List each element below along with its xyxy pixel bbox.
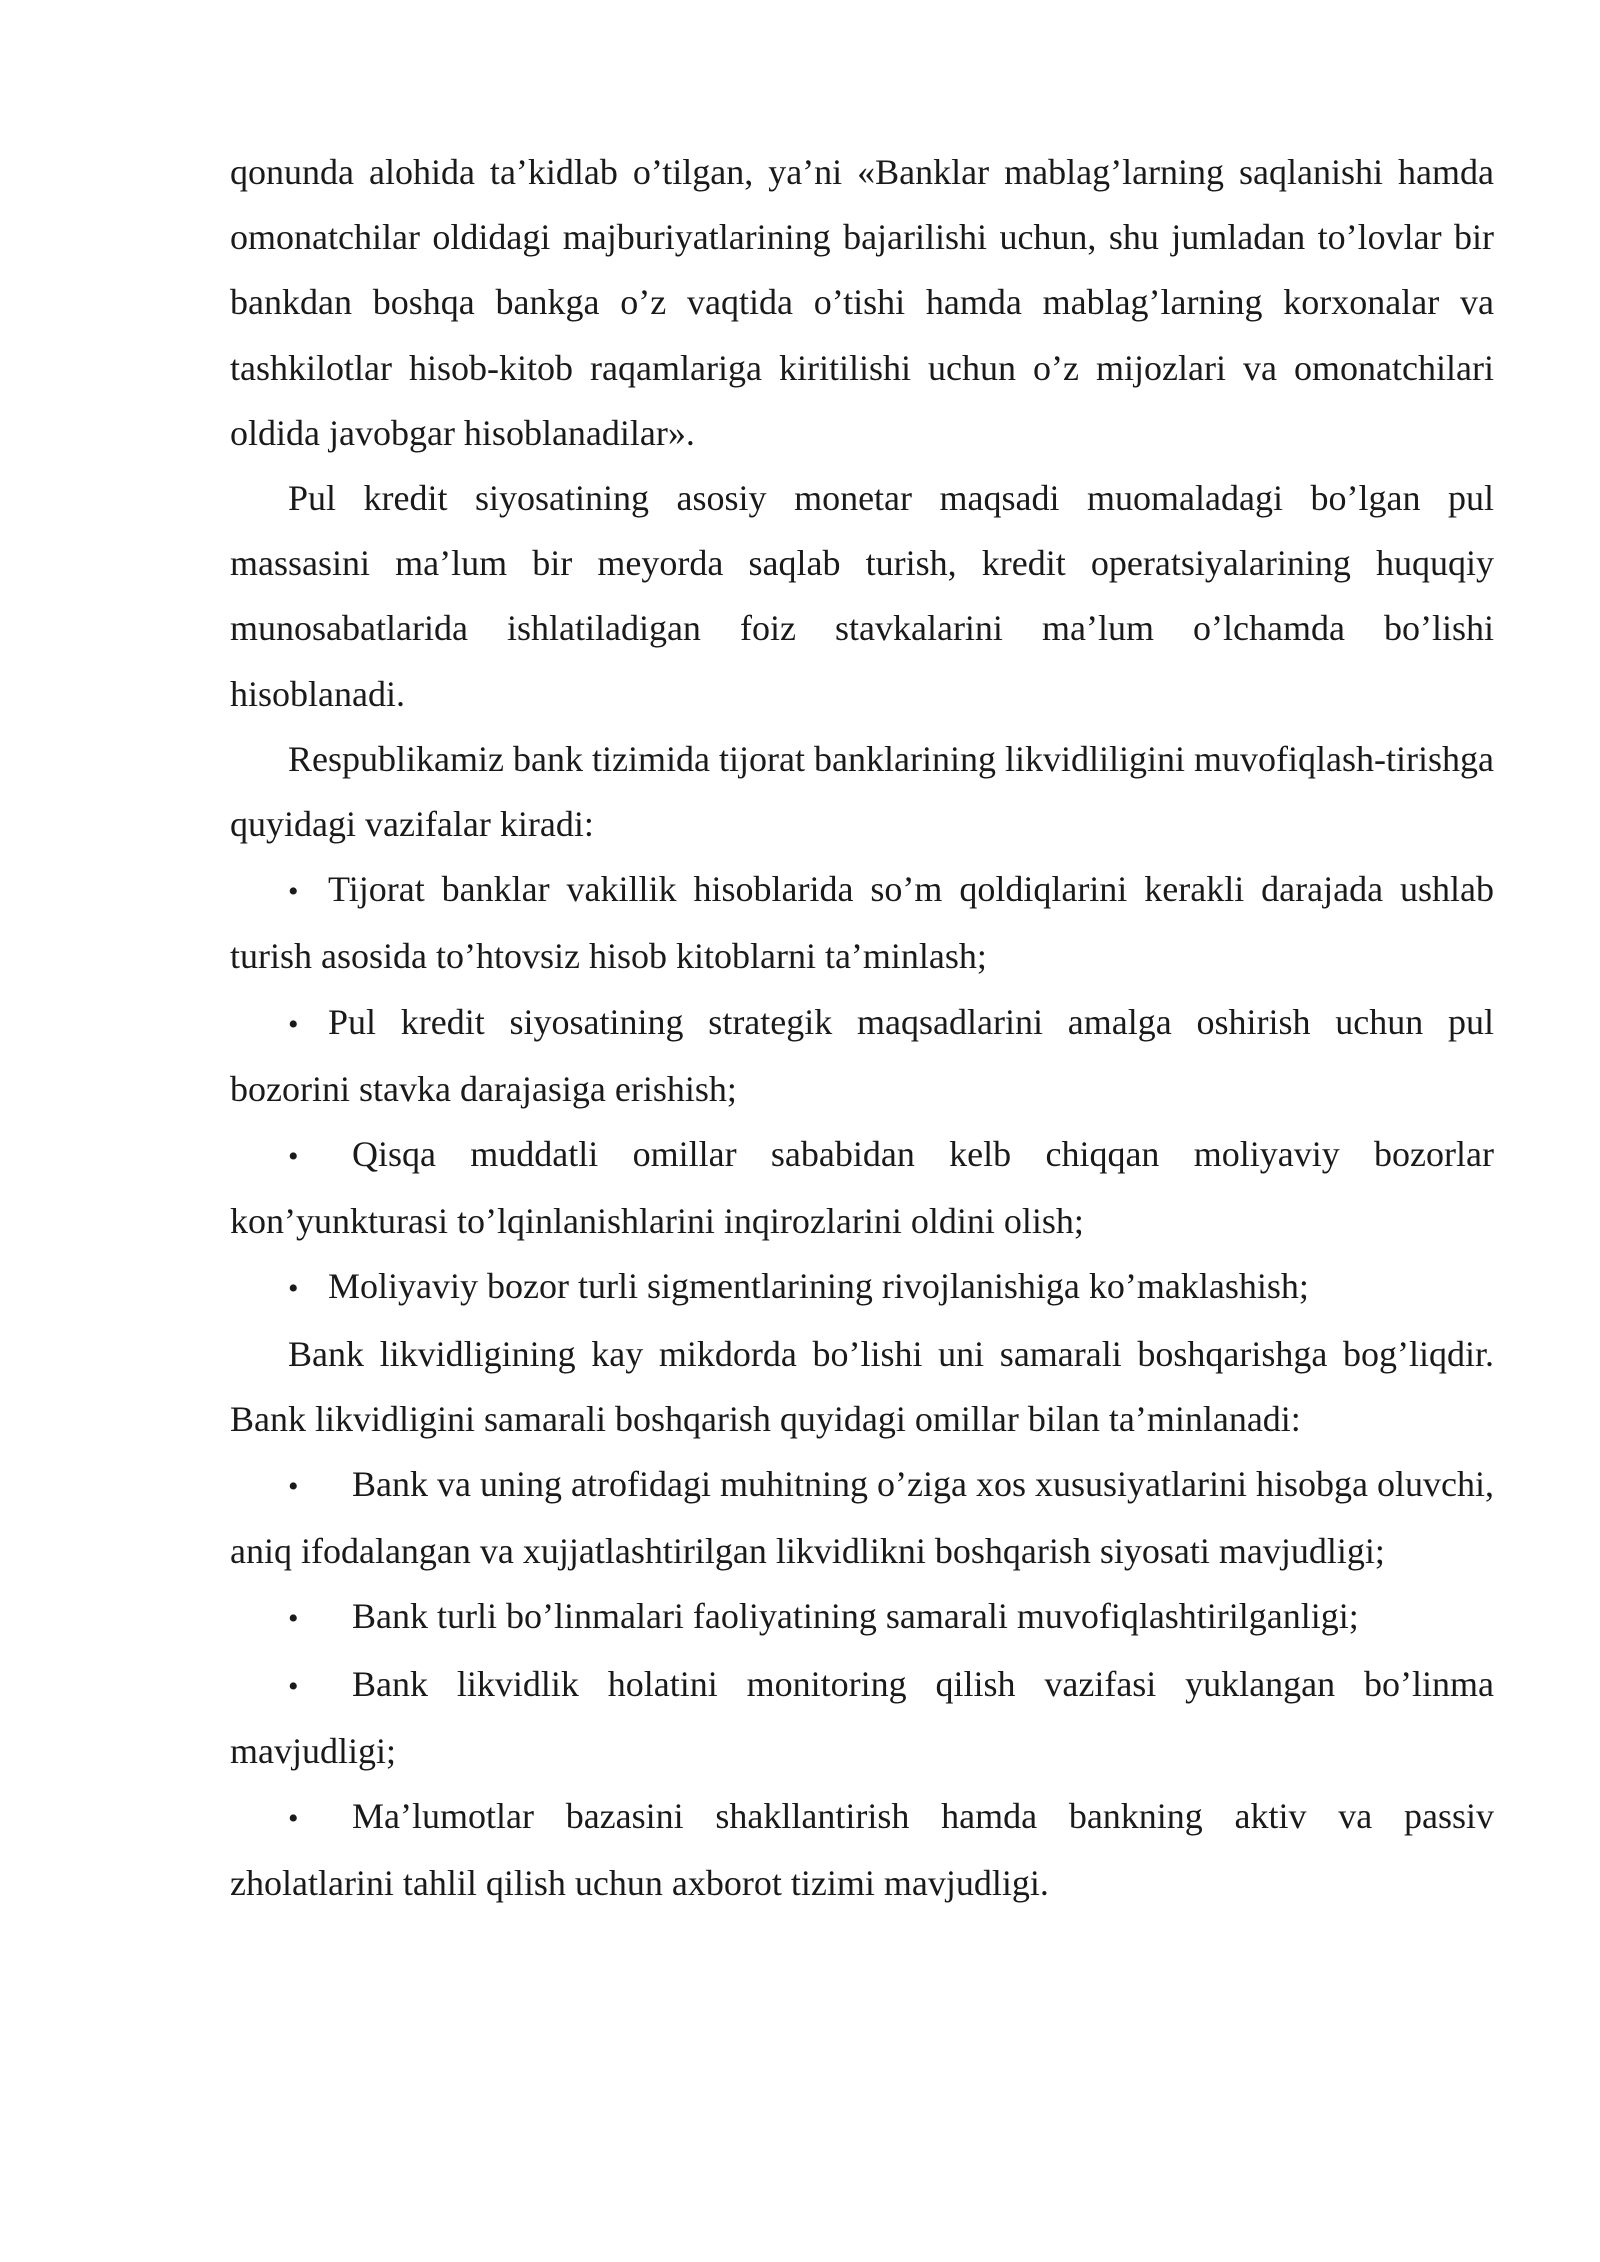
bullet-icon: • bbox=[288, 1470, 299, 1504]
bullet-icon: • bbox=[288, 875, 299, 909]
bullet-icon: • bbox=[288, 1140, 299, 1174]
list-item-text: Qisqa muddatli omillar sababidan kelb chiqqan moliyaviy bozorlar kon’yunkturasi to’lqinlanishlarini inqirozlarini oldini olish; bbox=[230, 1134, 1494, 1242]
list-item bbox=[230, 1254, 1494, 1321]
list-item-text: Bank va uning atrofidagi muhitning o’ziga xos xususiyatlarini hisobga oluvchi, aniq ifodalangan va xujjatlashtirilgan likvidlikni boshqarish siyosati mavjudligi; bbox=[230, 1464, 1494, 1572]
list-item-text: Bank likvidlik holatini monitoring qilish vazifasi yuklangan bo’linma mavjudligi; bbox=[230, 1663, 1494, 1771]
list-item-text: Tijorat banklar vakillik hisoblarida so’m qoldiqlarini kerakli darajada ushlab turish asosida to’htovsiz hisob kitoblarni ta’minlash; bbox=[230, 869, 1494, 977]
list-item-text: Bank turli bo’linmalari faoliyatining samarali muvofiqlashtirilganligi; bbox=[352, 1596, 1359, 1637]
list-item bbox=[230, 1584, 1494, 1651]
paragraph-tasks-intro: Respublikamiz bank tizimida tijorat banklarining likvidliligini muvofiqlash-tirishga quyidagi vazifalar kiradi: bbox=[230, 738, 1494, 845]
bullet-icon: • bbox=[288, 1602, 299, 1636]
document-page bbox=[230, 140, 1494, 1916]
list-item-text: Pul kredit siyosatining strategik maqsadlarini amalga oshirish uchun pul bozorini stavka darajasiga erishish; bbox=[230, 1001, 1494, 1109]
paragraph-law-quote: qonunda alohida ta’kidlab o’tilgan, ya’ni «Banklar mablag’larning saqlanishi hamda omonatchilar oldidagi majburiyatlarining bajarilishi uchun, shu jumladan to’lovlar bir bankdan boshqa bankga o’z vaqtida o’tishi hamda mablag’larning korxonalar va tashkilotlar hisob-kitob raqamlariga kiritilishi uchun o’z mijozlari va omonatchilari oldida javobgar hisoblanadilar». bbox=[230, 152, 1494, 453]
list-item bbox=[230, 1122, 1494, 1254]
list-item bbox=[230, 857, 1494, 989]
bullet-icon: • bbox=[288, 1272, 299, 1306]
list-item bbox=[230, 990, 1494, 1122]
list-item bbox=[230, 1784, 1494, 1916]
bullet-icon: • bbox=[288, 1802, 299, 1836]
list-item bbox=[230, 1652, 1494, 1784]
list-item bbox=[230, 1452, 1494, 1584]
paragraph-liquidity-management: Bank likvidligining kay mikdorda bo’lishi uni samarali boshqarishga bog’liqdir. Bank likvidligini samarali boshqarish quyidagi omillar bilan ta’minlanadi: bbox=[230, 1333, 1494, 1439]
bullet-icon: • bbox=[288, 1669, 299, 1703]
list-item-text: Ma’lumotlar bazasini shakllantirish hamda bankning aktiv va passiv zholatlarini tahlil qilish uchun axborot tizimi mavjudligi. bbox=[230, 1796, 1494, 1904]
bullet-icon: • bbox=[288, 1007, 299, 1041]
list-item-text: Moliyaviy bozor turli sigmentlarining rivojlanishiga ko’maklashish; bbox=[328, 1266, 1309, 1307]
paragraph-monetary-goal: Pul kredit siyosatining asosiy monetar maqsadi muomaladagi bo’lgan pul massasini ma’lum bir meyorda saqlab turish, kredit operatsiyalarining huquqiy munosabatlarida ishlatiladigan foiz stavkalarini ma’lum o’lchamda bo’lishi hisoblanadi. bbox=[230, 478, 1494, 714]
